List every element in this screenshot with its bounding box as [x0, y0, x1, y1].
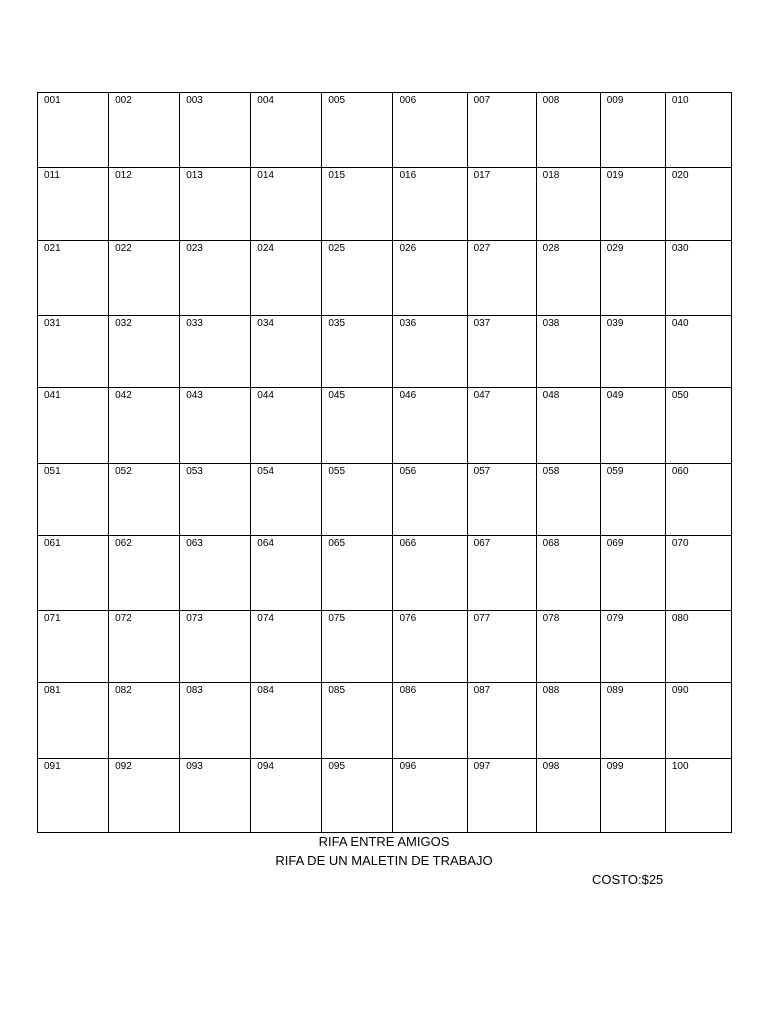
raffle-title: RIFA ENTRE AMIGOS — [318, 834, 450, 849]
raffle-number-cell: 096 — [393, 759, 467, 833]
raffle-number-cell: 038 — [536, 316, 600, 388]
raffle-number-cell: 099 — [600, 759, 665, 833]
raffle-number-grid — [37, 92, 732, 833]
raffle-number-cell: 035 — [322, 316, 393, 388]
raffle-number-cell: 059 — [600, 464, 665, 536]
raffle-number-cell: 009 — [600, 93, 665, 168]
raffle-number-cell: 025 — [322, 241, 393, 316]
raffle-number-cell: 064 — [251, 536, 322, 611]
raffle-number-cell: 081 — [38, 683, 109, 759]
raffle-number-cell: 090 — [665, 683, 731, 759]
raffle-number-cell: 054 — [251, 464, 322, 536]
raffle-number-cell: 020 — [665, 168, 731, 241]
raffle-number-cell: 018 — [536, 168, 600, 241]
raffle-number-cell: 043 — [180, 388, 251, 464]
raffle-number-cell: 015 — [322, 168, 393, 241]
raffle-number-cell: 024 — [251, 241, 322, 316]
grid-row — [38, 759, 732, 833]
raffle-number-cell: 057 — [467, 464, 536, 536]
raffle-number-cell: 073 — [180, 611, 251, 683]
raffle-number-cell: 071 — [38, 611, 109, 683]
raffle-number-cell: 084 — [251, 683, 322, 759]
raffle-number-cell: 017 — [467, 168, 536, 241]
raffle-number-cell: 086 — [393, 683, 467, 759]
raffle-number-cell: 085 — [322, 683, 393, 759]
raffle-number-cell: 042 — [109, 388, 180, 464]
raffle-number-cell: 013 — [180, 168, 251, 241]
raffle-number-cell: 065 — [322, 536, 393, 611]
raffle-number-cell: 031 — [38, 316, 109, 388]
raffle-number-cell: 077 — [467, 611, 536, 683]
raffle-number-cell: 034 — [251, 316, 322, 388]
raffle-number-cell: 091 — [38, 759, 109, 833]
raffle-number-cell: 067 — [467, 536, 536, 611]
raffle-number-cell: 050 — [665, 388, 731, 464]
grid-row — [38, 464, 732, 536]
raffle-number-cell: 048 — [536, 388, 600, 464]
raffle-number-cell: 079 — [600, 611, 665, 683]
raffle-number-cell: 053 — [180, 464, 251, 536]
raffle-number-cell: 082 — [109, 683, 180, 759]
raffle-number-cell: 005 — [322, 93, 393, 168]
raffle-number-cell: 040 — [665, 316, 731, 388]
raffle-number-cell: 032 — [109, 316, 180, 388]
raffle-number-cell: 022 — [109, 241, 180, 316]
raffle-number-cell: 033 — [180, 316, 251, 388]
raffle-number-cell: 016 — [393, 168, 467, 241]
grid-row — [38, 93, 732, 168]
raffle-number-cell: 045 — [322, 388, 393, 464]
raffle-number-cell: 036 — [393, 316, 467, 388]
raffle-number-cell: 070 — [665, 536, 731, 611]
raffle-number-cell: 080 — [665, 611, 731, 683]
raffle-number-cell: 078 — [536, 611, 600, 683]
grid-row — [38, 388, 732, 464]
raffle-number-cell: 062 — [109, 536, 180, 611]
raffle-number-cell: 061 — [38, 536, 109, 611]
raffle-number-cell: 030 — [665, 241, 731, 316]
raffle-number-cell: 037 — [467, 316, 536, 388]
raffle-number-cell: 083 — [180, 683, 251, 759]
raffle-number-cell: 060 — [665, 464, 731, 536]
raffle-number-cell: 049 — [600, 388, 665, 464]
raffle-number-cell: 012 — [109, 168, 180, 241]
raffle-number-cell: 007 — [467, 93, 536, 168]
raffle-number-cell: 010 — [665, 93, 731, 168]
raffle-number-cell: 003 — [180, 93, 251, 168]
raffle-number-cell: 011 — [38, 168, 109, 241]
raffle-number-cell: 100 — [665, 759, 731, 833]
raffle-number-cell: 039 — [600, 316, 665, 388]
raffle-number-cell: 058 — [536, 464, 600, 536]
raffle-number-cell: 041 — [38, 388, 109, 464]
raffle-number-cell: 001 — [38, 93, 109, 168]
raffle-number-cell: 097 — [467, 759, 536, 833]
raffle-number-cell: 072 — [109, 611, 180, 683]
raffle-number-cell: 068 — [536, 536, 600, 611]
raffle-number-cell: 023 — [180, 241, 251, 316]
raffle-number-cell: 075 — [322, 611, 393, 683]
raffle-number-cell: 006 — [393, 93, 467, 168]
raffle-number-cell: 066 — [393, 536, 467, 611]
raffle-number-cell: 014 — [251, 168, 322, 241]
raffle-number-cell: 052 — [109, 464, 180, 536]
raffle-number-cell: 056 — [393, 464, 467, 536]
raffle-number-cell: 026 — [393, 241, 467, 316]
grid-row — [38, 241, 732, 316]
raffle-number-cell: 047 — [467, 388, 536, 464]
raffle-number-cell: 088 — [536, 683, 600, 759]
raffle-subtitle: RIFA DE UN MALETIN DE TRABAJO — [275, 853, 493, 868]
raffle-number-cell: 092 — [109, 759, 180, 833]
raffle-number-cell: 093 — [180, 759, 251, 833]
raffle-number-cell: 002 — [109, 93, 180, 168]
raffle-number-cell: 076 — [393, 611, 467, 683]
raffle-number-cell: 089 — [600, 683, 665, 759]
raffle-number-cell: 098 — [536, 759, 600, 833]
raffle-number-cell: 008 — [536, 93, 600, 168]
raffle-number-cell: 046 — [393, 388, 467, 464]
raffle-number-cell: 095 — [322, 759, 393, 833]
raffle-number-cell: 028 — [536, 241, 600, 316]
raffle-number-cell: 063 — [180, 536, 251, 611]
raffle-number-cell: 019 — [600, 168, 665, 241]
raffle-number-cell: 087 — [467, 683, 536, 759]
raffle-number-cell: 004 — [251, 93, 322, 168]
raffle-number-cell: 029 — [600, 241, 665, 316]
raffle-number-cell: 021 — [38, 241, 109, 316]
grid-row — [38, 168, 732, 241]
grid-row — [38, 316, 732, 388]
raffle-number-cell: 074 — [251, 611, 322, 683]
raffle-number-cell: 027 — [467, 241, 536, 316]
raffle-grid-body — [38, 93, 732, 833]
grid-row — [38, 536, 732, 611]
price-label: COSTO:$25 — [592, 872, 664, 887]
raffle-number-cell: 094 — [251, 759, 322, 833]
raffle-number-cell: 055 — [322, 464, 393, 536]
raffle-number-cell: 069 — [600, 536, 665, 611]
raffle-number-cell: 044 — [251, 388, 322, 464]
grid-row — [38, 683, 732, 759]
grid-row — [38, 611, 732, 683]
raffle-number-cell: 051 — [38, 464, 109, 536]
